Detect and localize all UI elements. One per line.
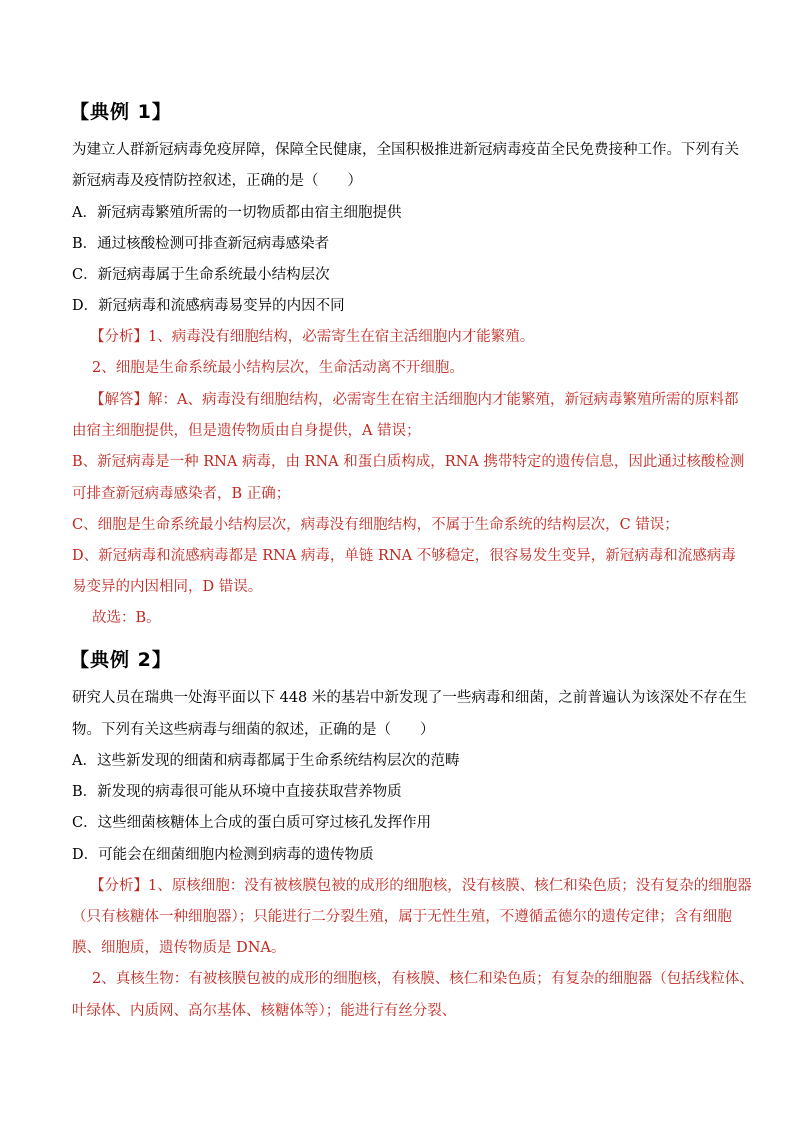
example-1-answer-line-7: 易变异的内因相同，D 错误。: [72, 579, 263, 595]
example-1-answer-line-4: 可排查新冠病毒感染者，B 正确；: [72, 486, 291, 502]
example-2-option-a: A．这些新发现的细菌和病毒都属于生命系统结构层次的范畴: [72, 753, 460, 769]
example-1-analysis-line-1: [90, 327, 534, 347]
example-2-analysis-line-3: 膜、细胞质，遗传物质是 DNA。: [72, 940, 286, 956]
example-1-answer-line-1: [90, 390, 738, 410]
example-2-analysis-line-4: 2、真核生物：有被核膜包被的成形的细胞核，有核膜、核仁和染色质；有复杂的细胞器（包括线粒体、: [92, 971, 754, 987]
example-2-heading: 【典例 2】: [70, 649, 172, 671]
example-1-answer-line-3: B、新冠病毒是一种 RNA 病毒，由 RNA 和蛋白质构成，RNA 携带特定的遗传信息，因此通过核酸检测: [72, 454, 745, 470]
example-1-answer-text-1: 解：A、病毒没有细胞结构，必需寄生在宿主活细胞内才能繁殖，新冠病毒繁殖所需的原料都: [148, 392, 739, 408]
example-2-question-line-1: 研究人员在瑞典一处海平面以下 448 米的基岩中新发现了一些病毒和细菌，之前普遍认为该深处不存在生: [72, 690, 747, 706]
example-2-analysis-line-1: [90, 876, 752, 896]
example-1-question-line-1: 为建立人群新冠病毒免疫屏障，保障全民健康，全国积极推进新冠病毒疫苗全民免费接种工作。下列有关: [72, 142, 739, 158]
example-1-analysis-line-2: 2、细胞是生命系统最小结构层次，生命活动离不开细胞。: [92, 360, 464, 376]
example-1-answer-line-6: D、新冠病毒和流感病毒都是 RNA 病毒，单链 RNA 不够稳定，很容易发生变异，新冠病毒和流感病毒: [72, 548, 736, 564]
example-1-answer-line-2: 由宿主细胞提供，但是遗传物质由自身提供，A 错误；: [72, 423, 421, 439]
example-1-option-d: D．新冠病毒和流感病毒易变异的内因不同: [72, 298, 345, 314]
example-1-option-b: B．通过核酸检测可排查新冠病毒感染者: [72, 236, 330, 252]
example-2-analysis-line-2: （只有核糖体一种细胞器）；只能进行二分裂生殖，属于无性生殖，不遵循孟德尔的遗传定律；含有细胞: [72, 909, 732, 925]
example-1-answer-line-5: C、细胞是生命系统最小结构层次，病毒没有细胞结构，不属于生命系统的结构层次，C 错误；: [72, 517, 679, 533]
example-1-heading: 【典例 1】: [70, 101, 172, 123]
example-1-option-a: A．新冠病毒繁殖所需的一切物质都由宿主细胞提供: [72, 205, 402, 221]
example-2-option-d: D．可能会在细菌细胞内检测到病毒的遗传物质: [72, 847, 374, 863]
example-2-option-c: C．这些细菌核糖体上合成的蛋白质可穿过核孔发挥作用: [72, 815, 432, 831]
example-1-question-line-2: 新冠病毒及疫情防控叙述，正确的是（ ）: [72, 173, 362, 189]
example-2-analysis-text-1: 1、原核细胞：没有被核膜包被的成形的细胞核，没有核膜、核仁和染色质；没有复杂的细胞器: [148, 878, 752, 894]
example-1-answer-tag: 【解答】: [90, 392, 148, 408]
example-1-analysis-text-1: 1、病毒没有细胞结构，必需寄生在宿主活细胞内才能繁殖。: [148, 329, 535, 345]
example-2-analysis-line-5: 叶绿体、内质网、高尔基体、核糖体等）；能进行有丝分裂、: [72, 1003, 457, 1019]
example-1-conclusion: 故选：B。: [92, 610, 161, 626]
example-2-analysis-tag: 【分析】: [90, 878, 148, 894]
example-1-analysis-tag: 【分析】: [90, 329, 148, 345]
example-2-question-line-2: 物。下列有关这些病毒与细菌的叙述，正确的是（ ）: [72, 722, 435, 738]
example-1-option-c: C．新冠病毒属于生命系统最小结构层次: [72, 267, 330, 283]
example-2-option-b: B．新发现的病毒很可能从环境中直接获取营养物质: [72, 784, 402, 800]
